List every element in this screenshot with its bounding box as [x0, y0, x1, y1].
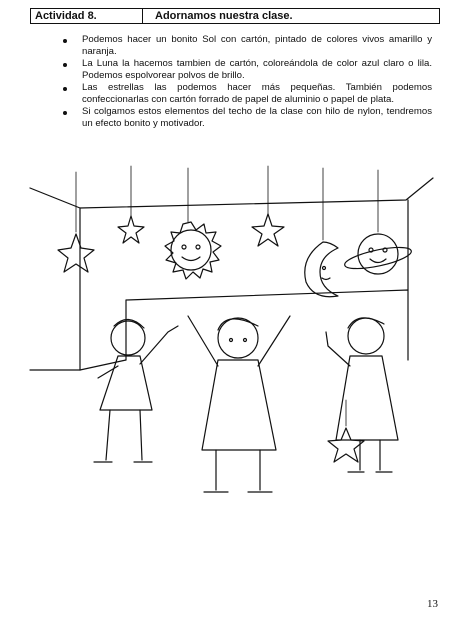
- activity-number: Actividad 8.: [31, 9, 143, 23]
- activity-title: Adornamos nuestra clase.: [155, 10, 293, 22]
- activity-header: [30, 8, 440, 24]
- star-icon: [252, 214, 284, 246]
- instruction-item: Si colgamos estos elementos del techo de la clase con hilo de nylon, tendremos un efecto bonito y motivador.: [60, 106, 432, 130]
- classroom-illustration: [28, 160, 438, 520]
- instructions-list: [60, 34, 432, 130]
- instruction-item: Podemos hacer un bonito Sol con cartón, pintado de colores vivos amarillo y naranja.: [60, 34, 432, 58]
- instruction-item: La Luna la hacemos tambien de cartón, coloreándola de color azul claro o lila. Podemos espolvorear polvos de brillo.: [60, 58, 432, 82]
- star-icon: [328, 400, 364, 462]
- moon-icon: [305, 242, 338, 297]
- child-figure-left: [94, 319, 178, 462]
- planet-icon: [343, 234, 413, 274]
- sun-icon: [165, 222, 221, 279]
- instruction-item: Las estrellas las podemos hacer más pequeñas. También podemos confeccionarlas con cartón forrado de papel de aluminio o papel de plata.: [60, 82, 432, 106]
- child-figure-right: [326, 318, 398, 472]
- star-icon: [58, 234, 94, 272]
- child-figure-center: [188, 316, 290, 492]
- star-icon: [118, 216, 144, 243]
- page-number: 13: [427, 598, 438, 610]
